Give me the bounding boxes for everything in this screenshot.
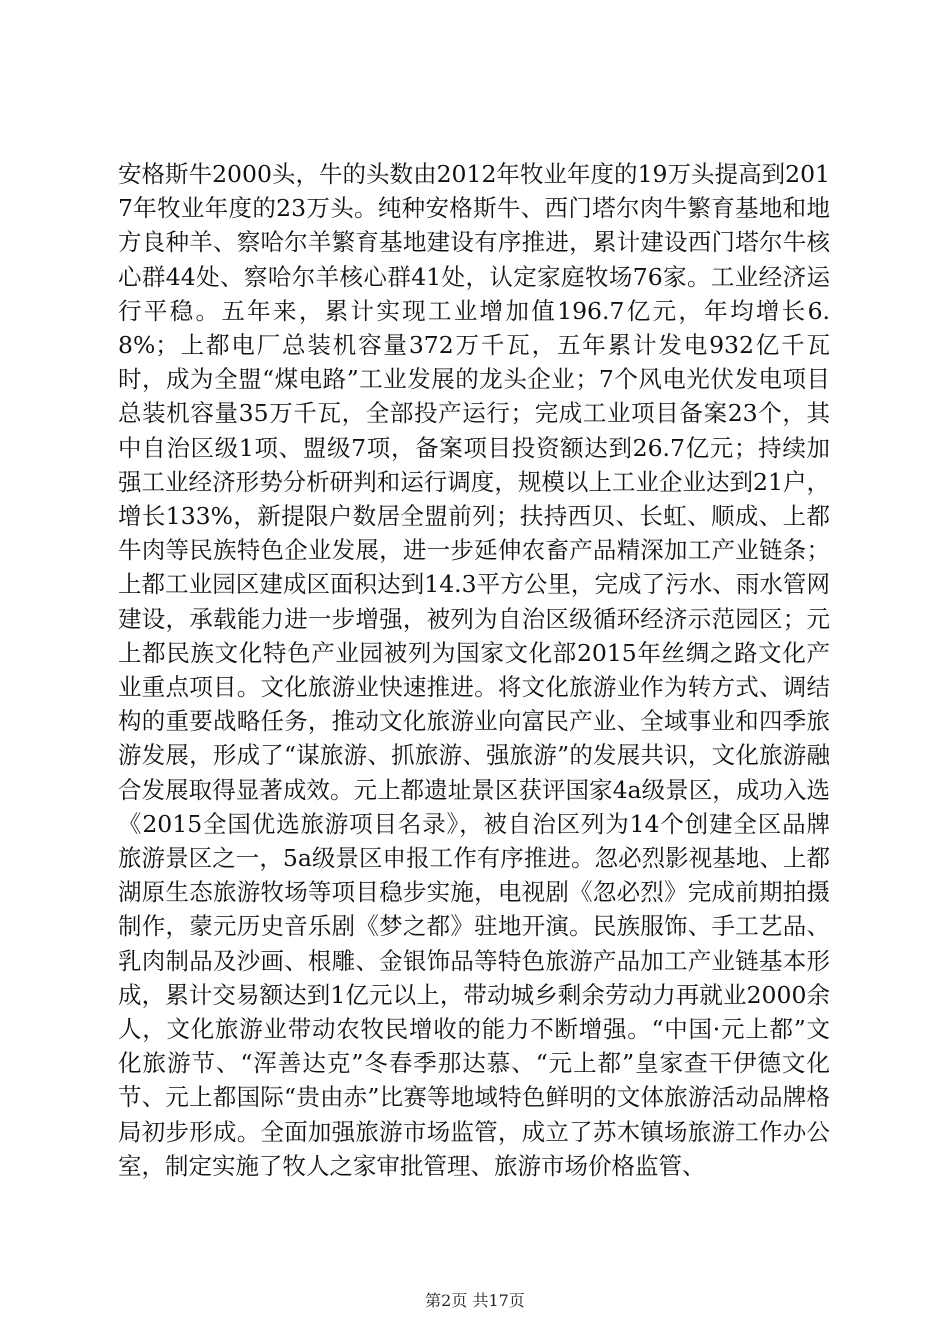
page-number-footer: 第2页 共17页 — [425, 1291, 525, 1310]
body-paragraph: 安格斯牛2000头，牛的头数由2012年牧业年度的19万头提高到2017年牧业年度的23万头。纯种安格斯牛、西门塔尔肉牛繁育基地和地方良种羊、察哈尔羊繁育基地建设有序推进，累计建设西门塔尔牛核心群44处、察哈尔羊核心群41处，认定家庭牧场76家。工业经济运行平稳。五年来，累计实现工业增加值196.7亿元，年均增长6.8%；上都电厂总装机容量372万千瓦，五年累计发电932亿千瓦时，成为全盟“煤电路”工业发展的龙头企业；7个风电光伏发电项目总装机容量35万千瓦，全部投产运行；完成工业项目备案23个，其中自治区级1项、盟级7项，备案项目投资额达到26.7亿元；持续加强工业经济形势分析研判和运行调度，规模以上工业企业达到21户，增长133%，新提限户数居全盟前列；扶持西贝、长虹、顺成、上都牛肉等民族特色企业发展，进一步延伸农畜产品精深加工产业链条；上都工业园区建成区面积达到14.3平方公里，完成了污水、雨水管网建设，承载能力进一步增强，被列为自治区级循环经济示范园区；元上都民族文化特色产业园被列为国家文化部2015年丝绸之路文化产业重点项目。文化旅游业快速推进。将文化旅游业作为转方式、调结构的重要战略任务，推动文化旅游业向富民产业、全域事业和四季旅游发展，形成了“谋旅游、抓旅游、强旅游”的发展共识，文化旅游融合发展取得显著成效。元上都遗址景区获评国家4a级景区，成功入选《2015全国优选旅游项目名录》，被自治区列为14个创建全区品牌旅游景区之一，5a级景区申报工作有序推进。忽必烈影视基地、上都湖原生态旅游牧场等项目稳步实施，电视剧《忽必烈》完成前期拍摄制作，蒙元历史音乐剧《梦之都》驻地开演。民族服饰、手工艺品、乳肉制品及沙画、根雕、金银饰品等特色旅游产品加工产业链基本形成，累计交易额达到1亿元以上，带动城乡剩余劳动力再就业2000余人，文化旅游业带动农牧民增收的能力不断增强。“中国·元上都”文化旅游节、“浑善达克”冬春季那达慕、“元上都”皇家查干伊德文化节、元上都国际“贵由赤”比赛等地域特色鲜明的文体旅游活动品牌格局初步形成。全面加强旅游市场监管，成立了苏木镇场旅游工作办公室，制定实施了牧人之家审批管理、旅游市场价格监管、 — [118, 160, 830, 1180]
